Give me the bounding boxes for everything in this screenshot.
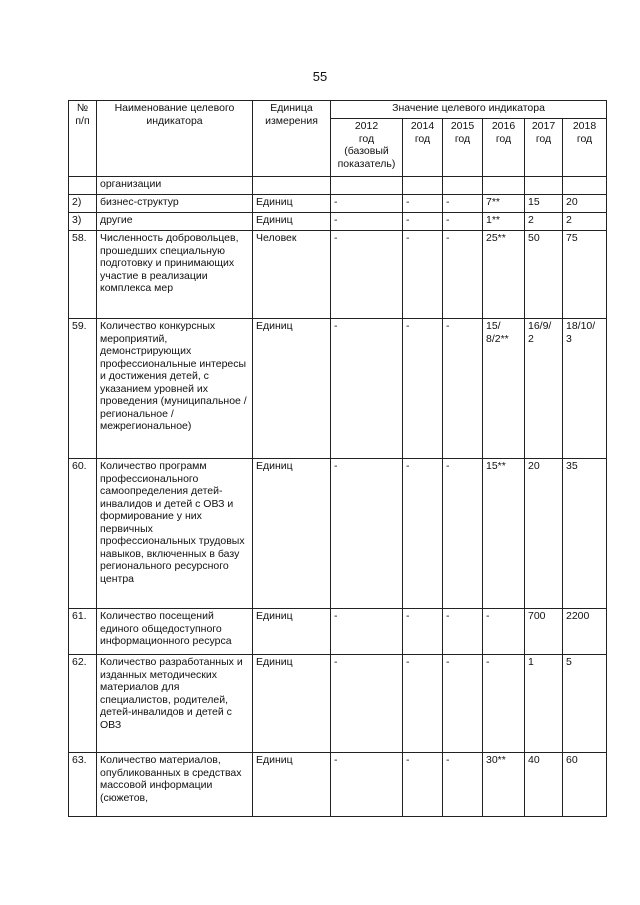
row-value: 30** xyxy=(483,753,525,817)
row-value xyxy=(331,177,403,195)
table-row xyxy=(69,319,607,459)
row-value: - xyxy=(403,231,443,319)
row-value: 1 xyxy=(525,655,563,753)
header-year-2014: 2014 год xyxy=(403,119,443,177)
row-value: 35 xyxy=(563,459,607,609)
row-value: 25** xyxy=(483,231,525,319)
row-unit: Единиц xyxy=(253,655,331,753)
row-value: - xyxy=(483,655,525,753)
header-year-2012: 2012 год (базовый показатель) xyxy=(331,119,403,177)
row-value: - xyxy=(403,609,443,655)
header-year-2018: 2018 год xyxy=(563,119,607,177)
row-value: 20 xyxy=(563,195,607,213)
row-value: - xyxy=(443,195,483,213)
row-value: 50 xyxy=(525,231,563,319)
row-value: - xyxy=(331,195,403,213)
row-name: бизнес-структур xyxy=(97,195,253,213)
row-value: - xyxy=(483,609,525,655)
row-num: 61. xyxy=(69,609,97,655)
row-name: Количество материалов, опубликованных в средствах массовой информации (сюжетов, xyxy=(97,753,253,817)
row-value xyxy=(563,177,607,195)
row-value: 5 xyxy=(563,655,607,753)
row-name: Численность добровольцев, прошедших специальную подготовку и принимающих участие в реализации комплекса мер xyxy=(97,231,253,319)
row-unit: Человек xyxy=(253,231,331,319)
row-name: организации xyxy=(97,177,253,195)
row-num xyxy=(69,177,97,195)
row-value: 15** xyxy=(483,459,525,609)
row-unit: Единиц xyxy=(253,195,331,213)
row-value: 700 xyxy=(525,609,563,655)
row-value: - xyxy=(331,213,403,231)
row-value: - xyxy=(443,609,483,655)
header-unit: Единица измерения xyxy=(253,101,331,177)
table-row xyxy=(69,753,607,817)
table-row xyxy=(69,609,607,655)
row-value: 2 xyxy=(563,213,607,231)
row-value: - xyxy=(331,459,403,609)
header-year-2016: 2016 год xyxy=(483,119,525,177)
row-value: 75 xyxy=(563,231,607,319)
row-name: другие xyxy=(97,213,253,231)
row-value: 15/ 8/2** xyxy=(483,319,525,459)
row-value: 60 xyxy=(563,753,607,817)
row-value: 15 xyxy=(525,195,563,213)
row-name: Количество разработанных и изданных методических материалов для специалистов, родителей, детей-инвалидов и детей с ОВЗ xyxy=(97,655,253,753)
row-num: 60. xyxy=(69,459,97,609)
row-value: - xyxy=(403,753,443,817)
row-num: 62. xyxy=(69,655,97,753)
header-year-2017: 2017 год xyxy=(525,119,563,177)
row-unit: Единиц xyxy=(253,459,331,609)
row-unit: Единиц xyxy=(253,319,331,459)
row-value: - xyxy=(443,655,483,753)
row-value xyxy=(443,177,483,195)
row-value: - xyxy=(443,213,483,231)
row-value: - xyxy=(331,753,403,817)
row-value: 20 xyxy=(525,459,563,609)
header-values-group: Значение целевого индикатора xyxy=(331,101,607,119)
row-value: - xyxy=(443,459,483,609)
row-unit: Единиц xyxy=(253,753,331,817)
header-name: Наименование целевого индикатора xyxy=(97,101,253,177)
header-num: № п/п xyxy=(69,101,97,177)
row-value: - xyxy=(403,195,443,213)
row-value: 1** xyxy=(483,213,525,231)
row-value: 2200 xyxy=(563,609,607,655)
table-row xyxy=(69,231,607,319)
table-row xyxy=(69,195,607,213)
row-name: Количество конкурсных мероприятий, демонстрирующих профессиональные интересы и достижения детей, с указанием уровней их проведения (муниципальное / региональное / межрегиональное) xyxy=(97,319,253,459)
indicator-table xyxy=(68,100,607,817)
row-value: - xyxy=(331,319,403,459)
row-value: - xyxy=(331,231,403,319)
row-name: Количество программ профессионального самоопределения детей-инвалидов и детей с ОВЗ и формирование у них первичных профессиональных трудовых навыков, включенных в базу регионального ресурсного центра xyxy=(97,459,253,609)
row-value: - xyxy=(403,319,443,459)
row-value: - xyxy=(403,213,443,231)
row-value: 7** xyxy=(483,195,525,213)
table-row xyxy=(69,655,607,753)
row-value: - xyxy=(331,655,403,753)
table-row xyxy=(69,213,607,231)
table-row xyxy=(69,459,607,609)
row-value xyxy=(525,177,563,195)
header-year-2015: 2015 год xyxy=(443,119,483,177)
row-num: 58. xyxy=(69,231,97,319)
row-num: 2) xyxy=(69,195,97,213)
row-value xyxy=(403,177,443,195)
row-value: 40 xyxy=(525,753,563,817)
row-value: 2 xyxy=(525,213,563,231)
row-unit xyxy=(253,177,331,195)
row-value: - xyxy=(443,319,483,459)
row-value: - xyxy=(443,231,483,319)
row-value: - xyxy=(443,753,483,817)
row-value: - xyxy=(403,459,443,609)
row-value: 16/9/ 2 xyxy=(525,319,563,459)
row-name: Количество посещений единого общедоступного информационного ресурса xyxy=(97,609,253,655)
row-value: - xyxy=(403,655,443,753)
row-num: 59. xyxy=(69,319,97,459)
table-row xyxy=(69,177,607,195)
row-value: - xyxy=(331,609,403,655)
row-value: 18/10/ 3 xyxy=(563,319,607,459)
row-num: 63. xyxy=(69,753,97,817)
row-value xyxy=(483,177,525,195)
page-number: 55 xyxy=(312,69,328,84)
row-unit: Единиц xyxy=(253,609,331,655)
row-unit: Единиц xyxy=(253,213,331,231)
row-num: 3) xyxy=(69,213,97,231)
